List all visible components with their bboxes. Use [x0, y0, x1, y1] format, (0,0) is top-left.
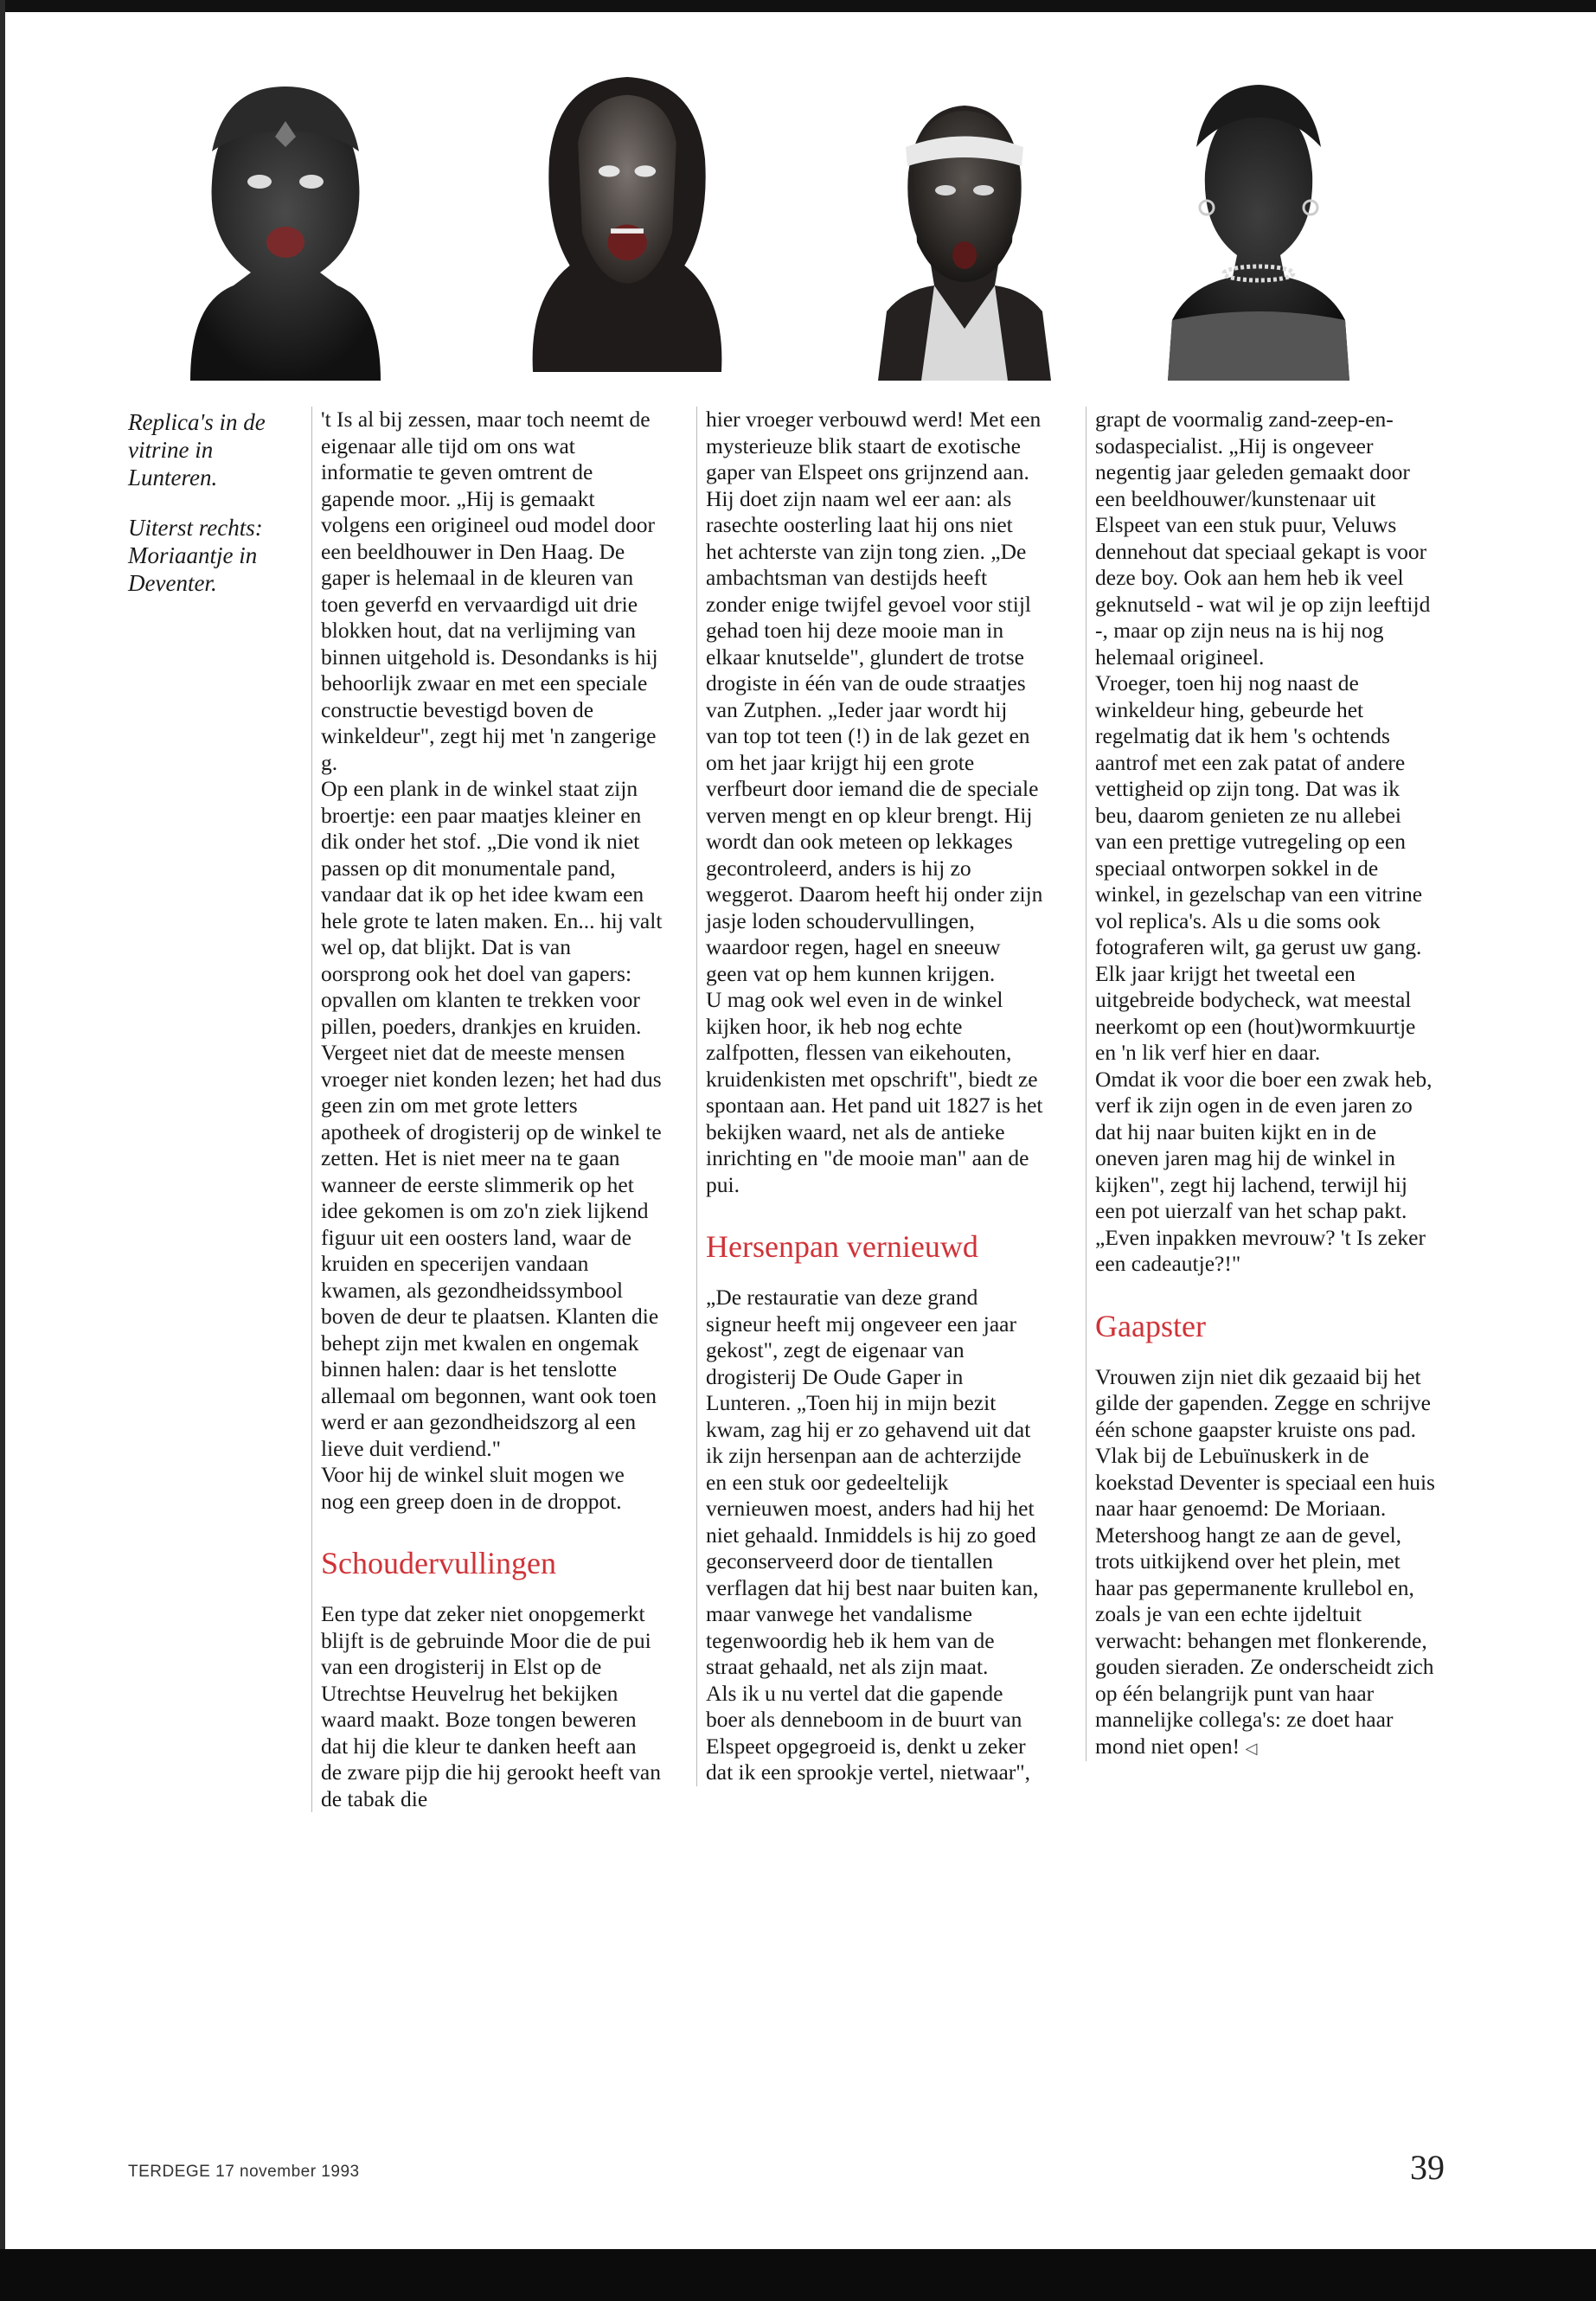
article-column-1: [311, 407, 663, 1812]
caption-line: Replica's in de vitrine in Lunteren.: [128, 409, 266, 490]
article-column-3: [1086, 407, 1437, 1761]
photo-moriaantje-deventer: [1146, 69, 1371, 381]
scan-bottom-border: [0, 2249, 1596, 2301]
article-column-2: [696, 407, 1043, 1786]
paragraph: „De restauratie van deze grand signeur heeft mij ongeveer een jaar gekost", zegt de eigenaar van drogisterij De Oude Gaper in Lunteren. „Toen hij in mijn bezit kwam, zag hij er zo gehavend uit dat ik zijn hersenpan aan de achterzijde en een stuk oor gedeeltelijk vernieuwen moest, anders had hij het niet gehaald. Inmiddels is hij zo goed geconserveerd door de tientallen verflagen dat hij best naar buiten kan, maar vanwege het vandalisme tegenwoordig heb ik hem van de straat gehaald, net als zijn maat.: [706, 1285, 1039, 1679]
paragraph: Voor hij de winkel sluit mogen we nog een greep doen in de droppot.: [321, 1462, 625, 1514]
paragraph: [1095, 1364, 1437, 1762]
paragraph-text: Vrouwen zijn niet dik gezaaid bij het gilde der gapenden. Zegge en schrijve één schone gaapster kruiste ons pad. Vlak bij de Lebuïnuskerk in de koekstad Deventer is speciaal een huis naar haar genoemd: De Moriaan. Metershoog hangt ze aan de gevel, trots uitkijkend over het plein, met haar pas gepermanente krullebol en, zoals je van een echte ijdeltuit verwacht: behangen met flonkerende, gouden sieraden. Ze onderscheidt zich op één belangrijk punt van haar mannelijke collega's: ze doet haar mond niet open!: [1095, 1363, 1435, 1759]
paragraph: Op een plank in de winkel staat zijn broertje: een paar maatjes kleiner en dik onder het stof. „Die vond ik niet passen op dit monumentale pand, vandaar dat ik op het idee kwam een hele grote te laten maken. En... hij valt wel op, dat blijkt. Dat is van oorsprong ook het doel van gapers: opvallen om klanten te trekken voor pillen, poeders, drankjes en kruiden. Vergeet niet dat de meeste mensen vroeger niet konden lezen; het had dus geen zin om met grote letters apotheek of drogisterij op de winkel te zetten. Het is niet meer na te gaan wanneer de eerste slimmerik op het idee gekomen is om zo'n ziek lijkend figuur uit een oosters land, waar de kruiden en specerijen vandaan kwamen, als gezondheidssymbool boven de deur te plaatsen. Klanten die behept zijn met kwalen en ongemak binnen halen: daar is het tenslotte allemaal om begonnen, want ook toen werd er aan gezondheidszorg al een lieve duit verdiend.": [321, 776, 663, 1461]
paragraph: Vroeger, toen hij nog naast de winkeldeur hing, gebeurde het regelmatig dat ik hem 's ochtends aantrof met een zak patat of andere vettigheid op zijn tong. Dat was ik beu, daarom genieten ze nu allebei van een prettige vutregeling op een speciaal ontworpen sokkel in de winkel, in gezelschap van een vitrine vol replica's. Als u die soms ook fotograferen wilt, ga gerust uw gang. Elk jaar krijgt het tweetal een uitgebreide bodycheck, wat meestal neerkomt op een (hout)wormkuurtje en 'n lik verf hier en daar.: [1095, 670, 1423, 1065]
photo-caption: [128, 408, 292, 619]
subheading-gaapster: Gaapster: [1095, 1308, 1206, 1343]
paragraph: Een type dat zeker niet onopgemerkt blijft is de gebruinde Moor die de pui van een drogisterij in Elst op de Utrechtse Heuvelrug het bekijken waard maakt. Boze tongen beweren dat hij die kleur te danken heeft aan de zware pijp die hij gerookt heeft van de tabak die: [321, 1601, 661, 1811]
paragraph: U mag ook wel even in de winkel kijken hoor, ik heb nog echte zalfpotten, flessen van eikehouten, kruidenkisten met opschrift", biedt ze spontaan aan. Het pand uit 1827 is het bekijken waard, net als de antieke inrichting en "de mooie man" aan de pui.: [706, 987, 1043, 1197]
subheading-hersenpan-vernieuwd: Hersenpan vernieuwd: [706, 1229, 978, 1264]
subheading-schoudervullingen: Schoudervullingen: [321, 1546, 556, 1580]
scan-top-border: [0, 0, 1596, 12]
paragraph: Als ik u nu vertel dat die gapende boer als denneboom in de buurt van Elspeet opgegroeid is, denkt u zeker dat ik een sprookje vertel, nietwaar",: [706, 1680, 1031, 1785]
page-number: 39: [1410, 2148, 1445, 2187]
scan-left-border: [0, 0, 5, 2301]
end-of-article-icon: ◁: [1245, 1739, 1258, 1757]
photo-gaper-lunteren: [515, 61, 740, 372]
paragraph: Omdat ik voor die boer een zwak heb, verf ik zijn ogen in de even jaren zo dat hij naar buiten kijkt en in de oneven jaren mag hij de winkel in kijken", zegt hij lachend, terwijl hij een pot uierzalf van het schap pakt. „Even inpakken mevrouw? 't Is zeker een cadeautje?!": [1095, 1066, 1433, 1276]
caption-line: Uiterst rechts: Moriaantje in Deventer.: [128, 515, 263, 596]
paragraph: 't Is al bij zessen, maar toch neemt de eigenaar alle tijd om ons wat informatie te geven omtrent de gapende moor. „Hij is gemaakt volgens een origineel oud model door een beeldhouwer in Den Haag. De gaper is helemaal in de kleuren van toen geverfd en vervaardigd uit drie blokken hout, dat na verlijming van binnen uitgehold is. Desondanks is hij behoorlijk zwaar en met een speciale constructie bevestigd boven de winkeldeur", zegt hij met 'n zangerige g.: [321, 407, 658, 775]
paragraph: hier vroeger verbouwd werd! Met een mysterieuze blik staart de exotische gaper van Elspeet ons grijnzend aan. Hij doet zijn naam wel eer aan: als rasechte oosterling laat hij ons niet het achterste van zijn tong zien. „De ambachtsman van destijds heeft zonder enige twijfel gevoel voor stijl gehad toen hij deze mooie man in elkaar knutselde", glundert de trotse drogiste in één van de oude straatjes van Zutphen. „Ieder jaar wordt hij van top tot teen (!) in de lak gezet en om het jaar krijgt hij een grote verfbeurt door iemand die de speciale verven mengt en op kleur brengt. Hij wordt dan ook meteen op lekkages gecontroleerd, anders is hij zo weggerot. Daarom heeft hij onder zijn jasje loden schoudervullingen, waardoor regen, hagel en sneeuw geen vat op hem kunnen krijgen.: [706, 407, 1043, 986]
photo-gaper-turban: [173, 69, 398, 381]
paragraph: grapt de voormalig zand-zeep-en-sodaspecialist. „Hij is ongeveer negentig jaar geleden gemaakt door een beeldhouwer/kunstenaar uit Elspeet van een stuk puur, Veluws dennehout dat speciaal gekapt is voor deze boy. Ook aan hem heb ik veel geknutseld - wat wil je op zijn leeftijd -, maar op zijn neus na is hij nog helemaal origineel.: [1095, 407, 1431, 670]
magazine-issue-label: TERDEGE 17 november 1993: [128, 2163, 360, 2181]
photo-gaper-headband: [852, 69, 1077, 381]
